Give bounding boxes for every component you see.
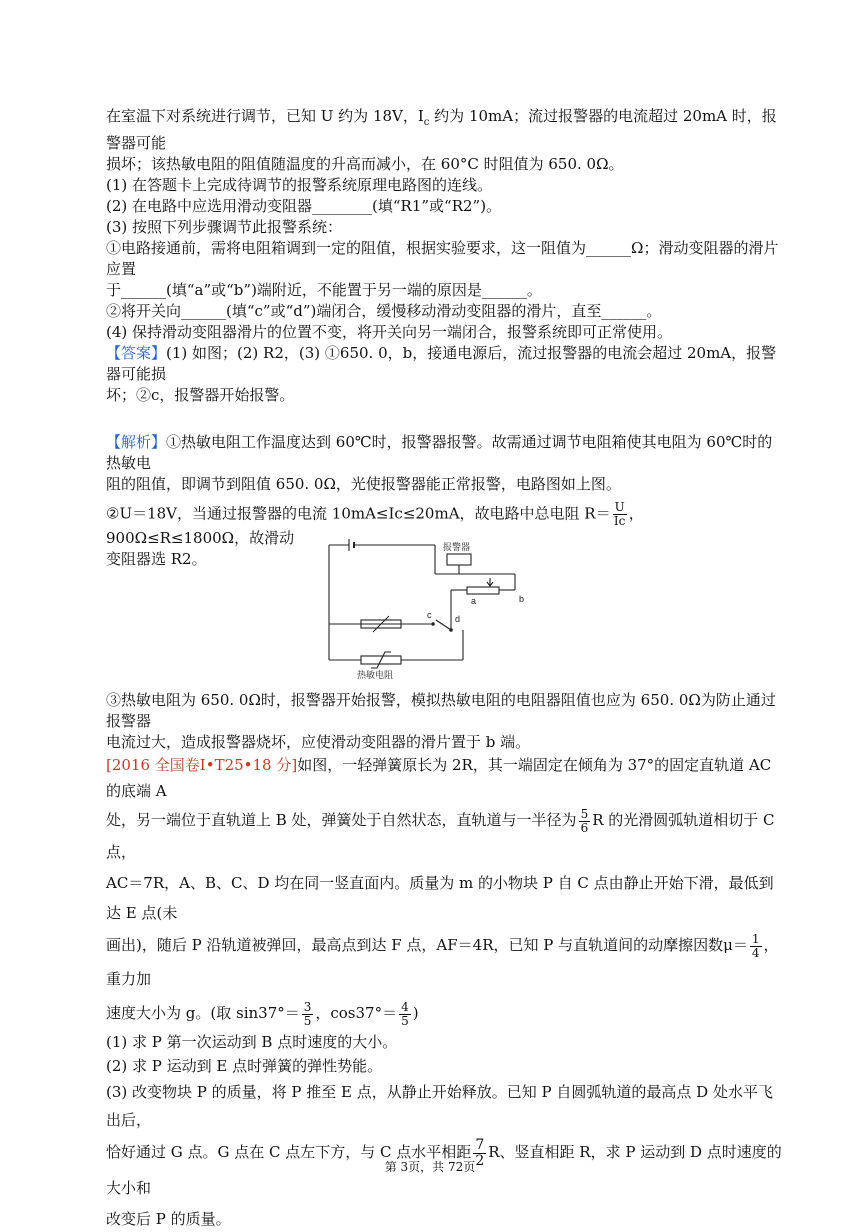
alarm-box — [447, 554, 471, 565]
fraction: $\frac{7}{2}$ — [475, 1136, 485, 1169]
intro-line: 损坏；该热敏电阻的阻值随温度的升高而减小，在 60°C 时阻值为 650. 0Ω。 — [106, 155, 624, 173]
fraction: $\frac{1}{4}$ — [751, 931, 760, 960]
problem-line: AC＝7R，A、B、C、D 均在同一竖直面内。质量为 m 的小物块 P 自 C 点由静止开始下滑，最低到达 E 点(未 — [106, 874, 774, 922]
terminal-c — [431, 622, 435, 626]
analysis-line: 阻的阻值，即调节到阻值 650. 0Ω，光使报警器能正常报警，电路图如上图。 — [106, 475, 621, 493]
analysis-line: ②U＝18V，当通过报警器的电流 10mA≤Ic≤20mA，故电路中总电阻 R＝ $\frac{U}{Ic}$ ，900Ω≤R≤1800Ω，故滑动 — [106, 500, 644, 547]
fraction: $\frac{4}{5}$ — [401, 999, 409, 1028]
thermistor-label: 热敏电阻 — [357, 670, 394, 680]
fraction: $\frac{3}{5}$ — [303, 999, 312, 1028]
step-2: ②将开关向______(填“c”或“d”)端闭合，缓慢移动滑动变阻器的滑片，直至______。 — [106, 302, 662, 320]
answer-tag: 【答案】 — [106, 344, 167, 362]
answer-line: 坏；②c，报警器开始报警。 — [106, 386, 295, 404]
problem-tag: [2016 全国卷Ⅰ•T25•18 分] — [106, 756, 298, 774]
label-b: b — [519, 594, 525, 604]
problem-line: 改变后 P 的质量。 — [106, 1210, 231, 1228]
question-3: (3) 按照下列步骤调节此报警系统： — [106, 218, 343, 236]
fraction: $\frac{5}{6}$ — [580, 806, 589, 835]
analysis-tag: 【解析】 — [106, 433, 167, 451]
step-1-cont: 于______(填“a”或“b”)端附近，不能置于另一端的原因是______。 — [106, 281, 542, 299]
rheostat — [467, 587, 499, 594]
problem-line: 速度大小为 g。(取 sin37°＝ $\frac{3}{5}$ ，cos37°＝ $\frac{4}{5}$ ) — [106, 999, 419, 1028]
analysis-line: 【解析】①热敏电阻工作温度达到 60℃时，报警器报警。故需通过调节电阻箱使其电阻为 60℃时的热敏电 — [106, 433, 773, 472]
label-c: c — [427, 610, 432, 620]
switch-blade — [436, 620, 451, 630]
label-a: a — [471, 596, 477, 606]
page-footer: 第 3页，共 72页 — [384, 1160, 476, 1174]
fraction: $\frac{U}{Ic}$ — [613, 500, 626, 528]
problem-line: [2016 全国卷Ⅰ•T25•18 分]如图，一轻弹簧原长为 2R，其一端固定在倾角为 37°的固定直轨道 AC 的底端 A — [106, 756, 772, 800]
problem-question-3: (3) 改变物块 P 的质量，将 P 推至 E 点，从静止开始释放。已知 P 自圆弧轨道的最高点 D 处水平飞出后， — [106, 1083, 773, 1129]
analysis-section-2 — [106, 690, 786, 753]
analysis-line: 变阻器选 R2。 — [106, 550, 207, 568]
alarm-label: 报警器 — [443, 542, 471, 552]
problem-line: 处，另一端位于直轨道上 B 处，弹簧处于自然状态，直轨道与一半径为 $\frac{5}{6}$ R 的光滑圆弧轨道相切于 C 点， — [106, 806, 775, 861]
step-1: ①电路接通前，需将电阻箱调到一定的阻值，根据实验要求，这一阻值为______Ω；滑动变阻器的滑片应置 — [106, 239, 779, 278]
answer-line: 【答案】(1) 如图；(2) R2，(3) ①650. 0，b，接通电源后，流过报警器的电流会超过 20mA，报警器可能损 — [106, 344, 777, 383]
question-4: (4) 保持滑动变阻器滑片的位置不变，将开关向另一端闭合，报警系统即可正常使用。 — [106, 323, 673, 341]
problem-question-1: (1) 求 P 第一次运动到 B 点时速度的大小。 — [106, 1033, 398, 1051]
intro-line: 在室温下对系统进行调节，已知 U 约为 18V，$I_c$ 约为 10mA；流过报警器的电流超过 20mA 时，报警器可能 — [106, 107, 777, 152]
problem-line: 画出)，随后 P 沿轨道被弹回，最高点到达 F 点，AF＝4R，已知 P 与直轨道间的动摩擦因数μ＝ $\frac{1}{4}$ ，重力加 — [106, 931, 779, 988]
problem-line: 恰好通过 G 点。G 点在 C 点左下方，与 C 点水平相距 $\frac{7}{2}$ R、竖直相距 R，求 P 运动到 D 点时速度的大小和 — [106, 1136, 782, 1197]
problem-question-2: (2) 求 P 运动到 E 点时弹簧的弹性势能。 — [106, 1057, 383, 1075]
analysis-line: ③热敏电阻为 650. 0Ω时，报警器开始报警，模拟热敏电阻的电阻器阻值也应为 650. 0Ω为防止通过报警器 — [106, 691, 776, 730]
label-d: d — [455, 614, 461, 624]
question-1: (1) 在答题卡上完成待调节的报警系统原理电路图的连线。 — [106, 176, 493, 194]
terminal-d — [449, 628, 453, 632]
question-2: (2) 在电路中应选用滑动变阻器________(填“R1”或“R2”)。 — [106, 197, 502, 215]
analysis-line: 电流过大，造成报警器烧坏，应使滑动变阻器的滑片置于 b 端。 — [106, 733, 531, 751]
intro-section — [106, 106, 786, 406]
circuit-diagram — [323, 536, 543, 680]
